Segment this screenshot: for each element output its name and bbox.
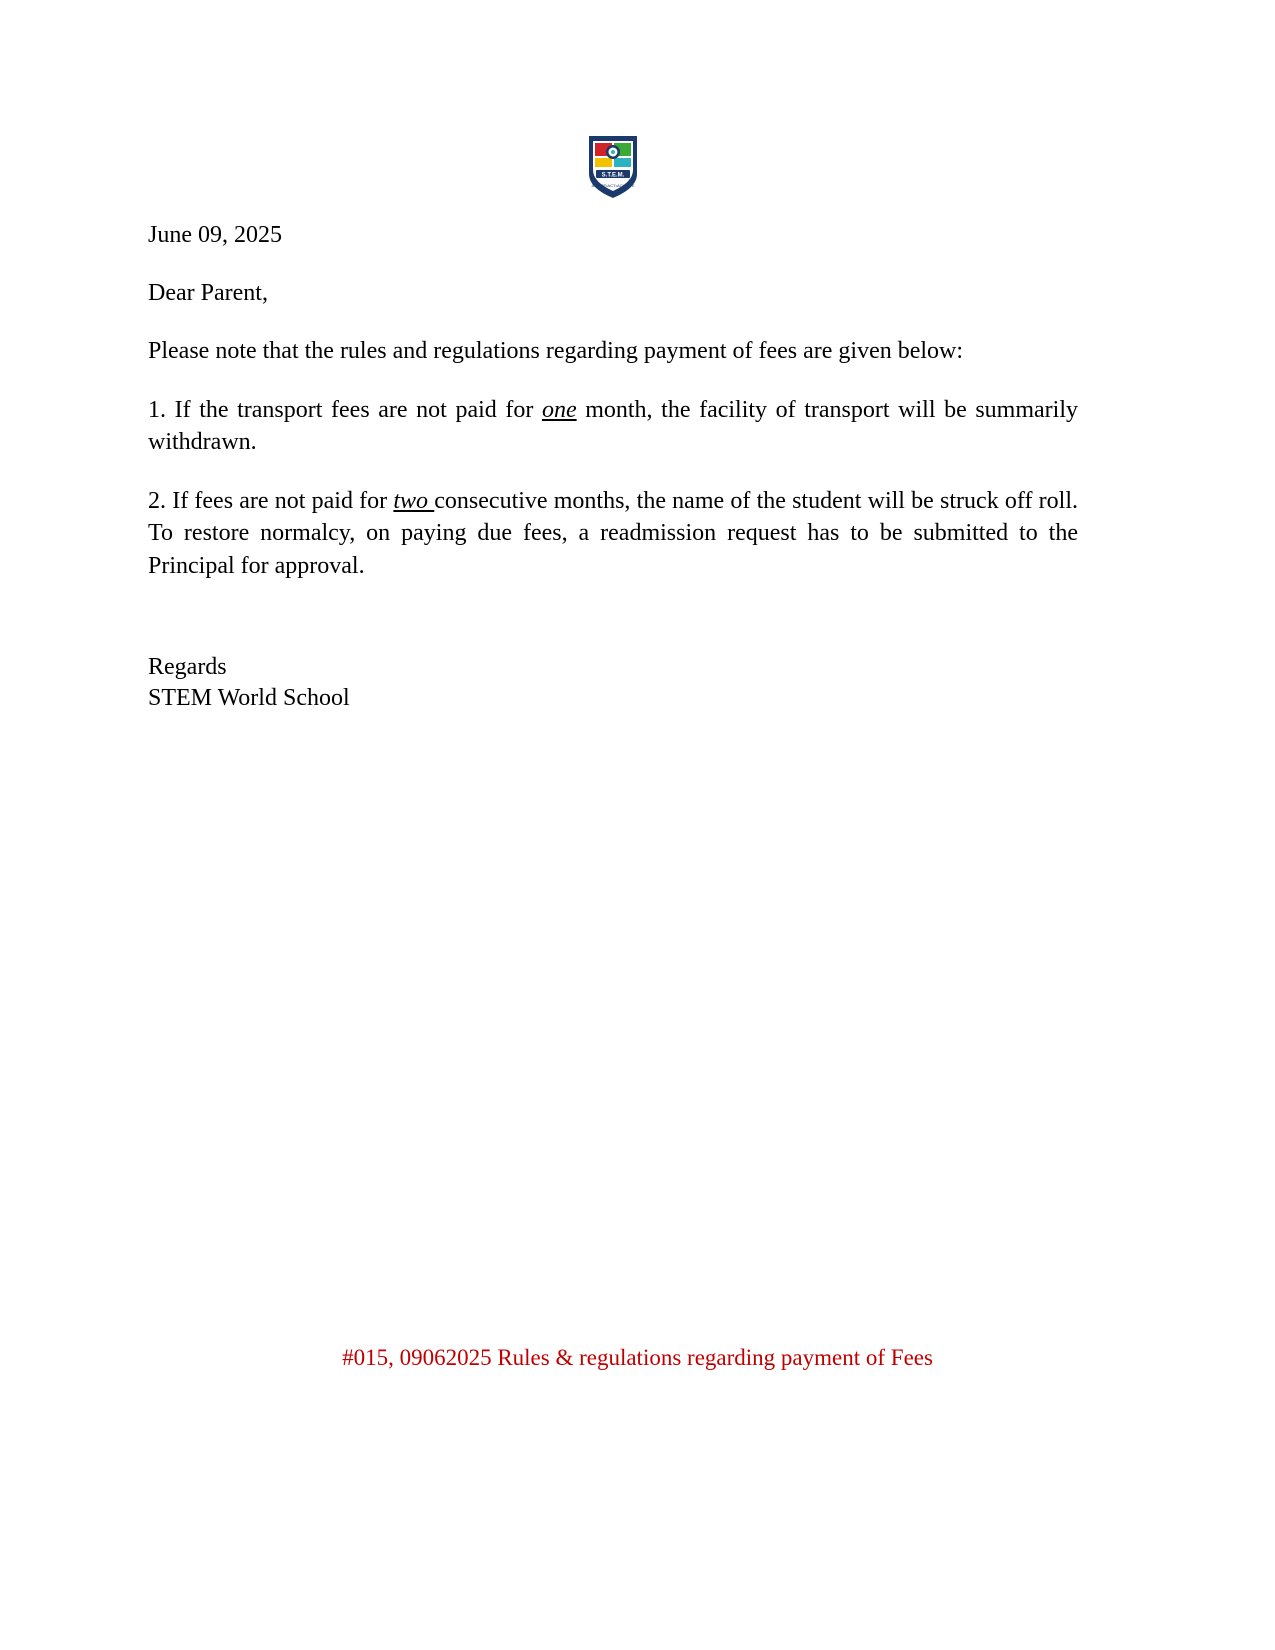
letter-intro: Please note that the rules and regulations regarding payment of fees are given below:	[148, 338, 964, 364]
rule-2-text-after: consecutive months, the name of the student will be struck off roll. To restore normalcy, on paying due fees, a readmission request has to be submitted to the Principal for approval.	[148, 487, 1078, 579]
closing-signature: STEM World School	[148, 684, 350, 711]
rule-2-number: 2.	[148, 487, 166, 514]
rule-1-text-after: month, the facility of transport will be summarily withdrawn.	[148, 397, 1078, 456]
closing-regards: Regards	[148, 653, 227, 680]
rule-item-1	[148, 394, 1078, 459]
rule-1-text-before: If the transport fees are not paid for	[174, 397, 542, 423]
logo-container	[148, 130, 1078, 202]
letter-body	[148, 130, 1078, 713]
rule-1-emphasis: one	[541, 397, 577, 423]
letter-closing	[148, 652, 1078, 713]
rule-item-2	[148, 485, 1078, 582]
school-logo-icon	[583, 130, 643, 202]
svg-text:S.T.E.M.: S.T.E.M.	[601, 172, 625, 179]
footer-reference: #015, 09062025 Rules & regulations regarding payment of Fees	[342, 1345, 933, 1370]
rule-1-number: 1.	[148, 397, 166, 423]
rule-2-emphasis: two	[393, 487, 435, 514]
svg-text:ASPIRE•ACT•ACHIEVE: ASPIRE•ACT•ACHIEVE	[591, 183, 635, 188]
rule-2-text-before: If fees are not paid for	[172, 487, 394, 514]
letter-salutation: Dear Parent,	[148, 280, 268, 306]
letter-date: June 09, 2025	[148, 222, 282, 248]
